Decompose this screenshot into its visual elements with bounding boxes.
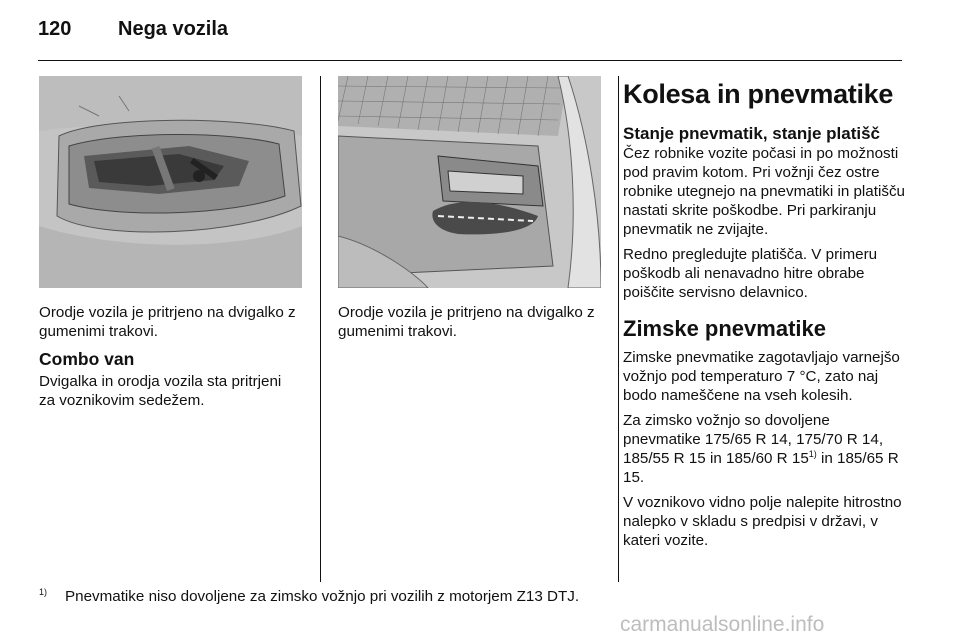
watermark: carmanualsonline.info — [620, 613, 825, 636]
paragraph-rims: Redno pregledujte platišča. V primeru poškodb ali nenavadno hitre obrabe poiščite servisno delavnico. — [623, 246, 878, 301]
paragraph-speed-sticker: V voznikovo vidno polje nalepite hitrostno nalepko v skladu s predpisi v državi, v kateri vozite. — [623, 494, 902, 549]
section-heading-combo-van: Combo van — [39, 349, 135, 369]
combo-van-text: Dvigalka in orodja vozila sta pritrjeni za voznikovim sedežem. — [39, 373, 282, 409]
figure-caption-1: Orodje vozila je pritrjeno na dvigalko z gumenimi trakovi. — [39, 304, 296, 340]
column-divider-2 — [618, 76, 619, 582]
footnote-reference[interactable]: 1) — [808, 449, 817, 459]
paragraph-allowed-sizes — [623, 411, 908, 487]
figure-tools-behind-seat — [338, 76, 601, 288]
section-title: Kolesa in pnevmatike — [623, 79, 894, 109]
footnote — [39, 587, 579, 606]
footnote-mark: 1) — [39, 587, 48, 597]
page-number: 120 — [38, 18, 72, 40]
footnote-text: Pnevmatike niso dovoljene za zimsko vožnjo pri vozilih z motorjem Z13 DTJ. — [65, 588, 580, 605]
figure-caption-2: Orodje vozila je pritrjeno na dvigalko z gumenimi trakovi. — [338, 304, 595, 340]
figure-jack-tools — [39, 76, 302, 288]
header-rule — [38, 60, 902, 61]
chapter-title: Nega vozila — [118, 18, 229, 40]
column-divider-1 — [320, 76, 321, 582]
paragraph-winter-temperature: Zimske pnevmatike zagotavljajo varnejšo vožnjo pod temperaturo 7 °C, zato naj bodo nameščene na vseh kolesih. — [623, 349, 900, 404]
subheading-winter-tires: Zimske pnevmatike — [623, 316, 826, 341]
subheading-tire-condition: Stanje pnevmatik, stanje platišč — [623, 124, 880, 143]
paragraph-curbs: Čez robnike vozite počasi in po možnosti pod pravim kotom. Pri vožnji čez ostre robnike utegnejo na pnevmatiki in platišču nastati skrite poškodbe. Pri parkiranju pnevmatik ne zvijajte. — [623, 145, 905, 238]
allowed-sizes-text-end: in 185/65 R 15. — [623, 450, 899, 486]
column-tires — [623, 78, 908, 556]
allowed-sizes-text: Za zimsko vožnjo so dovoljene pnevmatike 175/65 R 14, 175/70 R 14, 185/55 R 15 in 185/60 R 15 — [623, 412, 884, 467]
